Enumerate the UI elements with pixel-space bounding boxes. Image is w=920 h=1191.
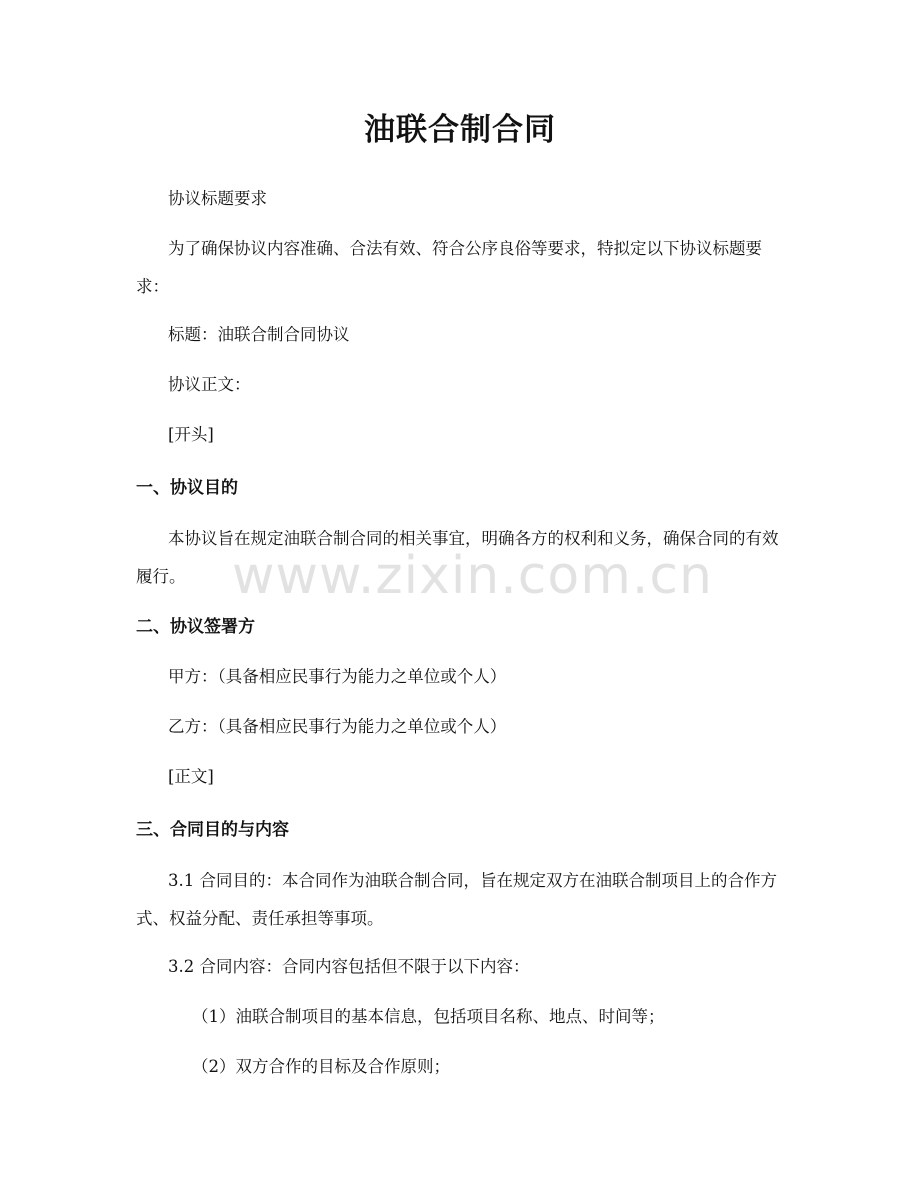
paragraph-party-b: 乙方：（具备相应民事行为能力之单位或个人） [168,717,507,736]
paragraph-body-marker: [正文] [168,767,214,786]
section-heading-contract-content: 三、合同目的与内容 [136,820,289,840]
watermark-text: www.zixin.com.cn [232,546,713,606]
paragraph-intro: 为了确保协议内容准确、合法有效、符合公序良俗等要求，特拟定以下协议标题要求： [136,239,762,296]
section-heading-purpose: 一、协议目的 [136,478,238,498]
paragraph-contract-content: 3.2 合同内容：合同内容包括但不限于以下内容： [168,957,530,976]
list-item-cooperation-goals: （2）双方合作的目标及合作原则； [192,1057,450,1076]
paragraph-agreement-title: 标题：油联合制合同协议 [168,325,350,344]
paragraph-body-label: 协议正文： [168,375,251,394]
document-title: 油联合制合同 [364,112,556,148]
list-item-project-info: （1）油联合制项目的基本信息，包括项目名称、地点、时间等； [192,1007,665,1026]
paragraph-opening-marker: [开头] [168,425,214,444]
section-heading-parties: 二、协议签署方 [136,617,255,637]
paragraph-contract-purpose: 3.1 合同目的：本合同作为油联合制合同，旨在规定双方在油联合制项目上的合作方式、权益分配、责任承担等事项。 [136,871,777,928]
paragraph-purpose: 本协议旨在规定油联合制合同的相关事宜，明确各方的权利和义务，确保合同的有效履行。 [136,529,779,586]
paragraph-title-requirement: 协议标题要求 [168,189,267,208]
paragraph-party-a: 甲方：（具备相应民事行为能力之单位或个人） [168,667,507,686]
